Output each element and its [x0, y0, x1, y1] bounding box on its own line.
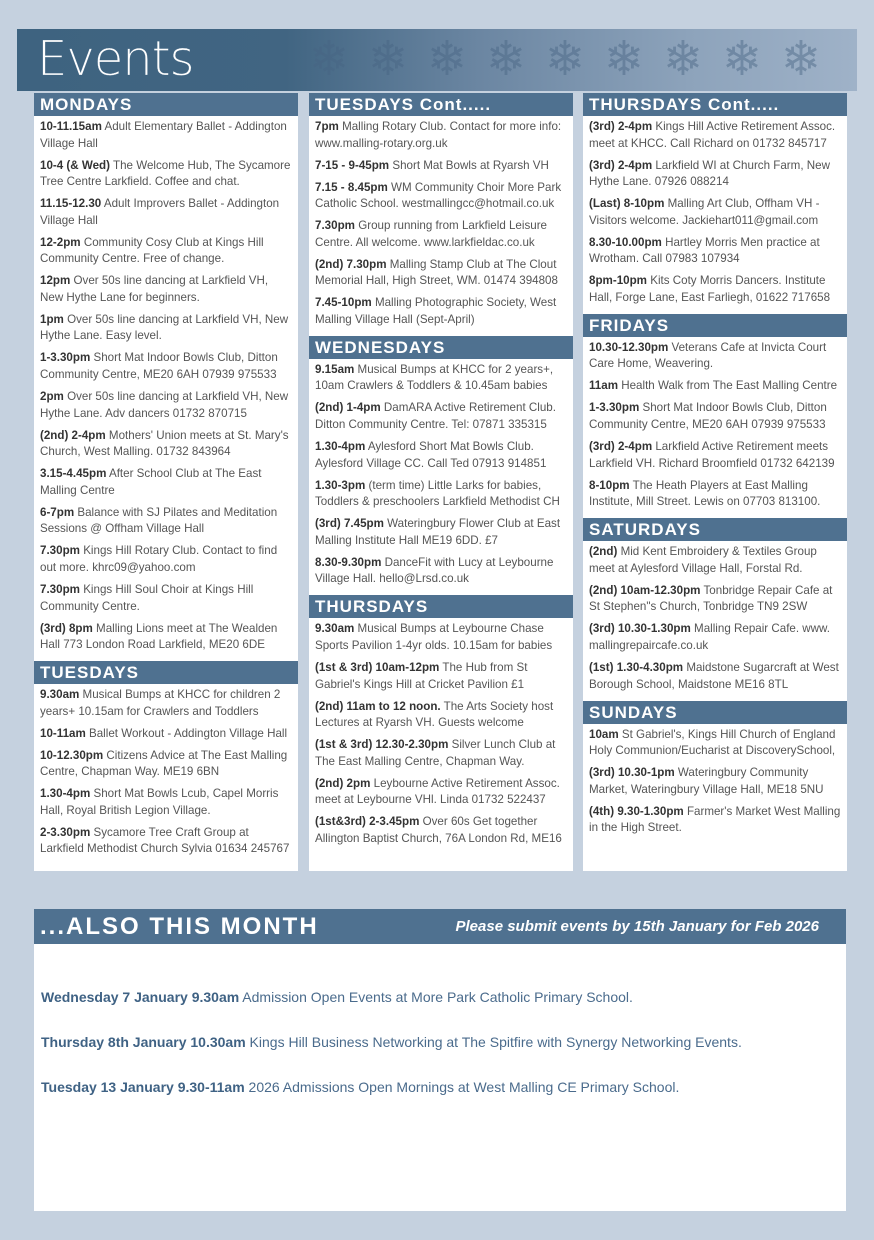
also-item-text: 2026 Admissions Open Mornings at West Malling CE Primary School. [244, 1079, 680, 1095]
events-column-1 [34, 93, 298, 871]
also-item [41, 1079, 838, 1096]
event-description: Adult Improvers Ballet - Addington Village Hall [40, 197, 280, 227]
event-description: The Hub from St Gabriel's Kings Hill at Cricket Pavilion £1 [315, 660, 528, 691]
event-description: Wateringbury Flower Club at East Malling Institute Hall ME19 6DD. £7 [315, 517, 561, 547]
event-item [315, 400, 568, 433]
event-time: 12-2pm [40, 235, 81, 249]
event-item [40, 621, 293, 654]
day-heading: FRIDAYS [583, 314, 847, 337]
event-item [40, 825, 293, 858]
event-description: Mid Kent Embroidery & Textiles Group meet at Aylesford Village Hall, Forstal Rd. [589, 545, 817, 575]
event-time: (2nd) 7.30pm [315, 257, 387, 271]
event-item [315, 621, 568, 654]
event-time: (3rd) 7.45pm [315, 517, 384, 531]
snowflake-icon: ❄ [721, 33, 763, 86]
event-list [34, 116, 298, 661]
event-description: St Gabriel's, Kings Hill Church of England Holy Communion/Eucharist at DiscoverySchool, [589, 727, 836, 758]
event-time: (2nd) 11am to 12 noon. [315, 699, 441, 713]
event-time: (3rd) 8pm [40, 621, 93, 635]
event-description: Veterans Cafe at Invicta Court Care Home, Weavering. [589, 340, 827, 371]
event-description: WM Community Choir More Park Catholic School. westmallingcc@hotmail.co.uk [315, 180, 562, 211]
event-description: Malling Photographic Society, West Malling Village Hall (Sept-April) [315, 296, 557, 326]
events-column-3 [583, 93, 847, 871]
event-item [315, 362, 568, 395]
event-item [315, 158, 568, 175]
event-description: Community Cosy Club at Kings Hill Community Centre. Free of change. [40, 235, 264, 266]
event-item [589, 765, 842, 798]
event-item [315, 776, 568, 809]
event-description: The Arts Society host Lectures at Ryarsh VH. Guests welcome [315, 699, 554, 730]
event-item [589, 400, 842, 433]
event-time: 12pm [40, 274, 71, 288]
event-time: 9.30am [315, 622, 355, 636]
event-time: 2pm [40, 390, 64, 404]
event-item [40, 273, 293, 306]
event-item [40, 748, 293, 781]
event-description: Kits Coty Morris Dancers. Institute Hall, Forge Lane, East Farliegh, 01622 717658 [589, 274, 831, 304]
event-time: 7.15 - 8.45pm [315, 180, 388, 194]
event-item [40, 389, 293, 422]
event-description: Malling Lions meet at The Wealden Hall 773 London Road Larkfield, ME20 6DE [40, 621, 278, 652]
event-time: 2-3.30pm [40, 825, 91, 839]
event-time: (2nd) [589, 545, 618, 559]
event-item [40, 726, 293, 743]
event-time: 10-4 (& Wed) [40, 158, 111, 172]
event-item [589, 621, 842, 654]
page-title: Events [37, 31, 194, 87]
event-description: Malling Repair Cafe. www. mallingrepaircafe.co.uk [589, 622, 831, 652]
event-item [315, 555, 568, 588]
event-item [315, 737, 568, 770]
event-description: Larkfield Active Retirement meets Larkfield VH. Richard Broomfield 01732 642139 [589, 440, 835, 470]
event-time: 7.30pm [315, 219, 355, 233]
event-time: 8pm-10pm [589, 274, 647, 288]
snowflake-icon: ❄ [426, 33, 468, 86]
also-this-month-panel [34, 909, 846, 1211]
day-heading: WEDNESDAYS [309, 336, 573, 359]
event-item [315, 699, 568, 732]
also-this-month-title: ...ALSO THIS MONTH [40, 912, 319, 940]
event-description: Kings Hill Active Retirement Assoc. meet at KHCC. Call Richard on 01732 845717 [589, 120, 836, 150]
event-list [583, 724, 847, 845]
day-heading: TUESDAYS [34, 661, 298, 684]
snowflake-icon: ❄ [308, 33, 350, 86]
event-item [589, 478, 842, 511]
event-description: Hartley Morris Men practice at Wrotham. Call 07983 107934 [589, 235, 820, 266]
event-description: Sycamore Tree Craft Group at Larkfield Methodist Church Sylvia 01634 245767 [40, 825, 290, 856]
event-time: (2nd) 10am-12.30pm [589, 583, 701, 597]
event-description: DamARA Active Retirement Club. Ditton Community Centre. Tel: 07871 335315 [315, 401, 556, 432]
also-this-month-list [34, 944, 846, 1096]
event-item [40, 466, 293, 499]
snowflake-icon: ❄ [485, 33, 527, 86]
snowflake-icon: ❄ [544, 33, 586, 86]
event-item [40, 428, 293, 461]
event-time: 10am [589, 727, 619, 741]
event-time: 6-7pm [40, 505, 75, 519]
also-item-text: Kings Hill Business Networking at The Spitfire with Synergy Networking Events. [245, 1034, 742, 1050]
event-time: (1st & 3rd) 12.30-2.30pm [315, 738, 449, 752]
event-description: DanceFit with Lucy at Leybourne Village Hall. hello@Lrsd.co.uk [315, 555, 554, 586]
event-item [315, 814, 568, 847]
event-time: 8-10pm [589, 478, 630, 492]
event-time: 10.30-12.30pm [589, 340, 669, 354]
event-description: Short Mat Bowls at Ryarsh VH [389, 158, 549, 172]
event-description: Leybourne Active Retirement Assoc. meet at Leybourne VHl. Linda 01732 522437 [315, 776, 560, 807]
event-description: Kings Hill Rotary Club. Contact to find out more. khrc09@yahoo.com [40, 544, 278, 574]
event-description: Ballet Workout - Addington Village Hall [85, 726, 288, 740]
event-item [315, 218, 568, 251]
event-time: 8.30-10.00pm [589, 235, 662, 249]
event-time: 11am [589, 379, 619, 393]
event-description: Short Mat Indoor Bowls Club, Ditton Community Centre, ME20 6AH 07939 975533 [40, 351, 278, 382]
event-item [589, 804, 842, 837]
event-item [40, 119, 293, 152]
event-description: Malling Art Club, Offham VH - Visitors welcome. Jackiehart011@gmail.com [589, 197, 820, 227]
event-description: Kings Hill Soul Choir at Kings Hill Community Centre. [40, 582, 254, 613]
event-description: Aylesford Short Mat Bowls Club. Aylesford Village CC. Call Ted 07913 914851 [315, 440, 547, 470]
event-list [583, 541, 847, 700]
event-item [589, 235, 842, 268]
event-item [589, 727, 842, 760]
event-time: 10-12.30pm [40, 748, 104, 762]
event-item [589, 196, 842, 229]
snowflake-icon: ❄ [603, 33, 645, 86]
event-description: Malling Rotary Club. Contact for more info: www.malling-rotary.org.uk [315, 120, 562, 150]
day-heading: THURSDAYS Cont..... [583, 93, 847, 116]
event-item [315, 295, 568, 328]
snowflake-icon: ❄ [780, 33, 822, 86]
event-time: (3rd) 2-4pm [589, 120, 653, 133]
event-time: 3.15-4.45pm [40, 467, 107, 481]
event-item [589, 158, 842, 191]
event-description: Balance with SJ Pilates and Meditation Sessions @ Offham Village Hall [40, 505, 278, 536]
event-time: (4th) 9.30-1.30pm [589, 804, 684, 818]
event-description: Mothers' Union meets at St. Mary's Church, West Malling. 01732 843964 [40, 428, 289, 459]
event-time: 1pm [40, 312, 64, 326]
event-item [315, 516, 568, 549]
event-description: The Heath Players at East Malling Institute, Mill Street. Lewis on 07703 813100. [589, 478, 821, 509]
event-item [40, 312, 293, 345]
also-this-month-header [34, 909, 846, 944]
submission-deadline-note: Please submit events by 15th January for Feb 2026 [455, 918, 819, 935]
event-time: (Last) 8-10pm [589, 197, 665, 211]
event-item [40, 196, 293, 229]
event-description: Musical Bumps at KHCC for children 2 years+ 10.15am for Crawlers and Toddlers [40, 688, 281, 718]
events-column-2 [309, 93, 573, 871]
event-item [589, 439, 842, 472]
event-time: (2nd) 2-4pm [40, 428, 106, 442]
event-description: Over 50s line dancing at Larkfield VH, New Hythe Lane for beginners. [40, 274, 269, 304]
event-time: 7-15 - 9-45pm [315, 158, 390, 172]
also-item-when: Thursday 8th January 10.30am [41, 1034, 246, 1050]
event-time: 8.30-9.30pm [315, 555, 382, 569]
also-item-text: Admission Open Events at More Park Catholic Primary School. [239, 989, 633, 1005]
event-time: 10-11.15am [40, 120, 102, 133]
event-time: (3rd) 10.30-1.30pm [589, 622, 691, 636]
event-item [40, 235, 293, 268]
event-description: After School Club at The East Malling Centre [40, 467, 262, 497]
events-banner [17, 29, 857, 91]
event-time: 1-3.30pm [40, 351, 91, 365]
event-description: Over 60s Get together Allington Baptist Church, 76A London Rd, ME16 [315, 815, 562, 845]
event-description: Larkfield WI at Church Farm, New Hythe Lane. 07926 088214 [589, 158, 830, 189]
event-time: 9.30am [40, 688, 80, 702]
event-time: (3rd) 2-4pm [589, 158, 653, 172]
day-heading: THURSDAYS [309, 595, 573, 618]
event-description: Tonbridge Repair Cafe at St Stephen"s Church, Tonbridge TN9 2SW [589, 583, 833, 614]
event-description: Musical Bumps at Leybourne Chase Sports Pavilion 1-4yr olds. 10.15am for babies [315, 622, 553, 652]
event-description: Over 50s line dancing at Larkfield VH, New Hythe Lane. Adv dancers 01732 870715 [40, 390, 289, 420]
event-description: Citizens Advice at The East Malling Centre, Chapman Way. ME19 6BN [40, 748, 288, 779]
event-description: Health Walk from The East Malling Centre [618, 379, 838, 393]
day-heading: TUESDAYS Cont..... [309, 93, 573, 116]
event-list [583, 337, 847, 518]
event-list [309, 116, 573, 336]
day-heading: SATURDAYS [583, 518, 847, 541]
event-time: 7pm [315, 120, 339, 133]
event-item [589, 340, 842, 373]
event-time: 1.30-4pm [315, 440, 366, 454]
event-item [40, 158, 293, 191]
event-description: Malling Stamp Club at The Clout Memorial Hall, High Street, WM. 01474 394808 [315, 257, 558, 288]
event-time: 10-11am [40, 726, 86, 740]
event-description: Short Mat Indoor Bowls Club, Ditton Community Centre, ME20 6AH 07939 975533 [589, 401, 827, 432]
event-time: (2nd) 1-4pm [315, 401, 381, 415]
event-time: 7.30pm [40, 544, 80, 558]
event-time: 9.15am [315, 362, 355, 376]
event-item [589, 273, 842, 306]
event-item [589, 119, 842, 152]
event-list [34, 684, 298, 865]
event-time: (3rd) 2-4pm [589, 440, 653, 454]
event-time: 1.30-3pm [315, 478, 366, 492]
day-heading: SUNDAYS [583, 701, 847, 724]
event-item [589, 378, 842, 395]
snowflake-icon: ❄ [367, 33, 409, 86]
event-item [315, 439, 568, 472]
event-time: (1st & 3rd) 10am-12pm [315, 660, 440, 674]
event-time: (2nd) 2pm [315, 776, 371, 790]
event-list [309, 618, 573, 854]
event-item [315, 660, 568, 693]
event-description: Silver Lunch Club at The East Malling Centre, Chapman Way. [315, 738, 556, 768]
event-description: Adult Elementary Ballet - Addington Village Hall [40, 120, 287, 150]
day-heading: MONDAYS [34, 93, 298, 116]
event-item [589, 544, 842, 577]
event-description: Over 50s line dancing at Larkfield VH, New Hythe Lane. Easy level. [40, 312, 289, 343]
event-item [40, 786, 293, 819]
event-description: Short Mat Bowls Lcub, Capel Morris Hall, Royal British Legion Village. [40, 787, 279, 817]
snowflake-icon: ❄ [662, 33, 704, 86]
also-item-when: Tuesday 13 January 9.30-11am [41, 1079, 245, 1095]
event-time: 7.45-10pm [315, 296, 372, 310]
event-item [315, 478, 568, 511]
event-description: (term time) Little Larks for babies, Toddlers & preschoolers Larkfield Methodist CH [315, 478, 560, 509]
event-list [309, 359, 573, 595]
event-item [315, 180, 568, 213]
event-list [583, 116, 847, 314]
event-description: Farmer's Market West Malling in the High Street. [589, 804, 841, 835]
event-item [589, 660, 842, 693]
event-item [315, 257, 568, 290]
event-description: The Welcome Hub, The Sycamore Tree Centre Larkfield. Coffee and chat. [40, 158, 291, 189]
event-item [589, 583, 842, 616]
event-time: (1st&3rd) 2-3.45pm [315, 815, 420, 829]
event-item [40, 687, 293, 720]
event-item [315, 119, 568, 152]
event-description: Wateringbury Community Market, Wateringbury Village Hall, ME18 5NU [589, 766, 824, 796]
also-item-when: Wednesday 7 January 9.30am [41, 989, 240, 1005]
event-time: 1.30-4pm [40, 787, 91, 801]
also-item [41, 989, 838, 1006]
event-description: Maidstone Sugarcraft at West Borough School, Maidstone ME16 8TL [589, 660, 839, 691]
event-item [40, 350, 293, 383]
event-time: 7.30pm [40, 582, 80, 596]
snowflake-decoration [307, 33, 823, 89]
event-time: 11.15-12.30 [40, 197, 102, 211]
event-description: Musical Bumps at KHCC for 2 years+, 10am Crawlers & Toddlers & 10.45am babies [315, 362, 554, 393]
event-description: Group running from Larkfield Leisure Centre. All welcome. www.larkfieldac.co.uk [315, 219, 548, 249]
event-time: 1-3.30pm [589, 401, 640, 415]
event-item [40, 505, 293, 538]
event-item [40, 543, 293, 576]
event-time: (1st) 1.30-4.30pm [589, 660, 684, 674]
event-item [40, 582, 293, 615]
also-item [41, 1034, 838, 1051]
event-time: (3rd) 10.30-1pm [589, 766, 675, 780]
